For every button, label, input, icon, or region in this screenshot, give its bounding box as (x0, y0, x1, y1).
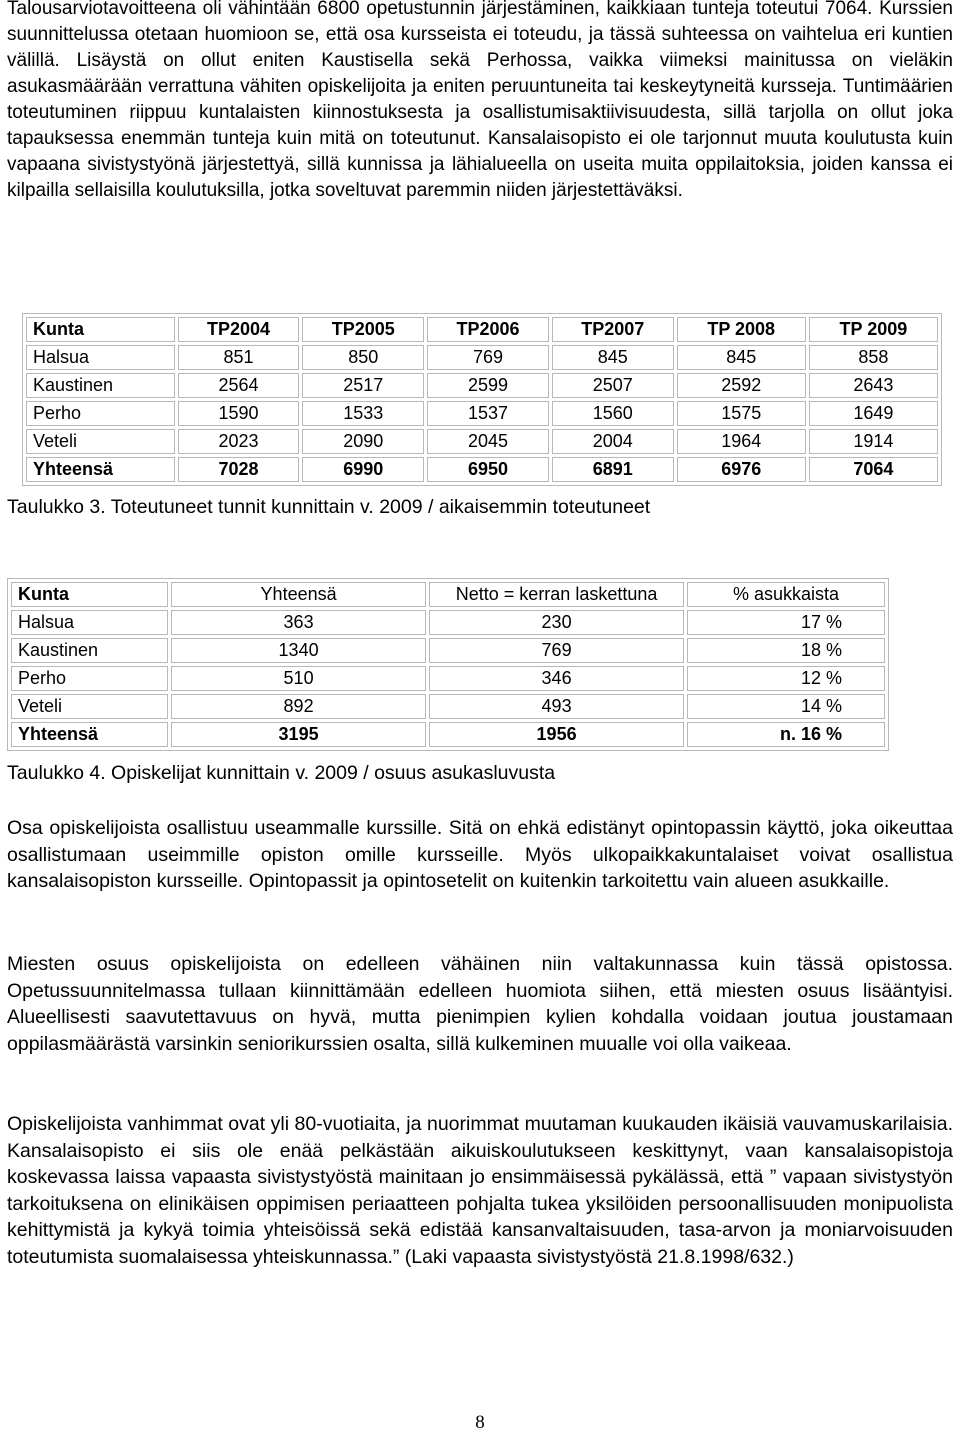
table-row (11, 666, 885, 691)
body-paragraph: Opiskelijoista vanhimmat ovat yli 80-vuotiaita, ja nuorimmat muutaman kuukauden ikäisiä vauvamuskarilaisia. Kansalaisopisto ei siis ole enää pelkästään aikuiskoulutukseen keskittynyt, vaan kansalaisopistoja koskevassa laissa vapaasta sivistystyöstä mainitaan jo ensimmäisessä pykälässä, että ” vapaan sivistystyön tarkoituksena on elinikäisen oppimisen periaatteen pohjalta tukea yksilöiden persoonallisuuden monipuolista kehittymistä ja kykyä toimia yhteisöissä sekä edistää kansanvaltaisuuden, tasa-arvon ja moniarvoisuuden toteutumista suomalaisessa yhteiskunnassa.” (Laki vapaasta sivistystyöstä 21.8.1998/632.) (7, 1113, 953, 1268)
table-cell: 1649 (809, 401, 938, 426)
table-cell: Perho (11, 666, 168, 691)
table-cell: 1340 (171, 638, 426, 663)
table-cell: 12 % (687, 666, 885, 691)
table-cell: 363 (171, 610, 426, 635)
table-cell: n. 16 % (687, 722, 885, 747)
table-cell: 18 % (687, 638, 885, 663)
table-cell: 1964 (677, 429, 806, 454)
column-header: % asukkaista (687, 582, 885, 607)
column-header: TP 2009 (809, 317, 938, 342)
table-row (11, 694, 885, 719)
table-cell: 2643 (809, 373, 938, 398)
table-cell: 230 (429, 610, 684, 635)
table-cell: 1956 (429, 722, 684, 747)
table-row (11, 610, 885, 635)
table-cell: 2090 (302, 429, 424, 454)
table-header-row (11, 582, 885, 607)
table-cell: 769 (427, 345, 549, 370)
table-cell: 2592 (677, 373, 806, 398)
table-cell: 2023 (178, 429, 300, 454)
table-cell: 7064 (809, 457, 938, 482)
students-by-municipality-table (7, 578, 889, 751)
hours-by-municipality-table (22, 313, 942, 486)
table-cell: 845 (552, 345, 674, 370)
table-row (26, 373, 938, 398)
column-header: TP2005 (302, 317, 424, 342)
table-row (26, 345, 938, 370)
table-cell: 850 (302, 345, 424, 370)
table-cell: Kaustinen (11, 638, 168, 663)
table-cell: 6976 (677, 457, 806, 482)
table-cell: 1914 (809, 429, 938, 454)
table-cell: Yhteensä (26, 457, 175, 482)
column-header: Yhteensä (171, 582, 426, 607)
table-cell: 2004 (552, 429, 674, 454)
column-header: TP2007 (552, 317, 674, 342)
table-cell: 17 % (687, 610, 885, 635)
table-cell: 3195 (171, 722, 426, 747)
table-row (26, 429, 938, 454)
column-header: TP 2008 (677, 317, 806, 342)
page-number: 8 (475, 1412, 485, 1433)
table-cell: Halsua (11, 610, 168, 635)
table-cell: Yhteensä (11, 722, 168, 747)
table-cell: 6891 (552, 457, 674, 482)
table-cell: 346 (429, 666, 684, 691)
column-header: Netto = kerran laskettuna (429, 582, 684, 607)
table-cell: 851 (178, 345, 300, 370)
table-cell: 7028 (178, 457, 300, 482)
table-cell: 858 (809, 345, 938, 370)
body-paragraph: Miesten osuus opiskelijoista on edelleen vähäinen niin valtakunnassa kuin tässä opistossa. Opetussuunnitelmassa tullaan kiinnittämään edelleen huomiota siihen, että miesten osuus lisääntyisi. Alueellisesti saavutettavuus on hyvä, mutta pienimpien kylien kohdalla voidaan joutua joustamaan oppilasmäärästä varsinkin seniorikurssien osalta, sillä kulkeminen muualle voi olla vaikeaa. (7, 953, 953, 1055)
body-paragraph: Osa opiskelijoista osallistuu useammalle kurssille. Sitä on ehkä edistänyt opintopassin käyttö, joka oikeuttaa osallistumaan useimmille opiston omille kursseille. Myös ulkopaikkakuntalaiset voivat osallistua kansalaisopiston kursseille. Opintopassit ja opintosetelit on kuitenkin tarkoitettu vain alueen asukkaille. (7, 817, 953, 892)
column-header: Kunta (26, 317, 175, 342)
table-cell: 1560 (552, 401, 674, 426)
table-cell: Perho (26, 401, 175, 426)
column-header: TP2006 (427, 317, 549, 342)
table-caption: Taulukko 3. Toteutuneet tunnit kunnittain v. 2009 / aikaisemmin toteutuneet (7, 496, 651, 518)
table-cell: Veteli (11, 694, 168, 719)
column-header: Kunta (11, 582, 168, 607)
table-cell: 1537 (427, 401, 549, 426)
table-cell: Kaustinen (26, 373, 175, 398)
table-header-row (26, 317, 938, 342)
table-cell: 1590 (178, 401, 300, 426)
table-caption: Taulukko 4. Opiskelijat kunnittain v. 2009 / osuus asukasluvusta (7, 762, 556, 784)
table-cell: Halsua (26, 345, 175, 370)
table-total-row (26, 457, 938, 482)
table-cell: 2507 (552, 373, 674, 398)
intro-paragraph: Talousarviotavoitteena oli vähintään 6800 opetustunnin järjestäminen, kaikkiaan tunteja toteutui 7064. Kurssien suunnittelussa otetaan huomioon se, että osa kursseista ei toteudu, ja tässä suhteessa on vaihtelua eri kuntien välillä. Lisäystä on ollut eniten Kaustisella sekä Perhossa, vaikka viimeksi mainitussa on vieläkin asukasmäärään verrattuna vähiten opiskelijoita ja eniten peruuntuneita tai keskeytyneitä kursseja. Tuntimäärien toteutuminen riippuu kuntalaisten kiinnostuksesta ja osallistumisaktiivisuudesta, sillä tarjolla on ollut joka tapauksessa enemmän tunteja kuin mitä on toteutunut. Kansalaisopisto ei ole tarjonnut muuta koulutusta kuin vapaana sivistystyönä järjestettyä, sillä kunnissa ja lähialueella on useita muita oppilaitoksia, joiden kanssa ei kilpailla sellaisilla koulutuksilla, jotka soveltuvat paremmin niiden järjestettäväksi. (7, 0, 953, 201)
table-cell: 6990 (302, 457, 424, 482)
table-cell: 769 (429, 638, 684, 663)
table-cell: 493 (429, 694, 684, 719)
table-cell: 1575 (677, 401, 806, 426)
table-cell: 2045 (427, 429, 549, 454)
table-cell: 510 (171, 666, 426, 691)
table-cell: 892 (171, 694, 426, 719)
table-row (11, 638, 885, 663)
table-cell: 6950 (427, 457, 549, 482)
column-header: TP2004 (178, 317, 300, 342)
table-cell: 2599 (427, 373, 549, 398)
table-row (26, 401, 938, 426)
table-cell: 1533 (302, 401, 424, 426)
table-cell: 2564 (178, 373, 300, 398)
table-cell: 2517 (302, 373, 424, 398)
table-cell: 845 (677, 345, 806, 370)
table-cell: Veteli (26, 429, 175, 454)
table-cell: 14 % (687, 694, 885, 719)
table-total-row (11, 722, 885, 747)
